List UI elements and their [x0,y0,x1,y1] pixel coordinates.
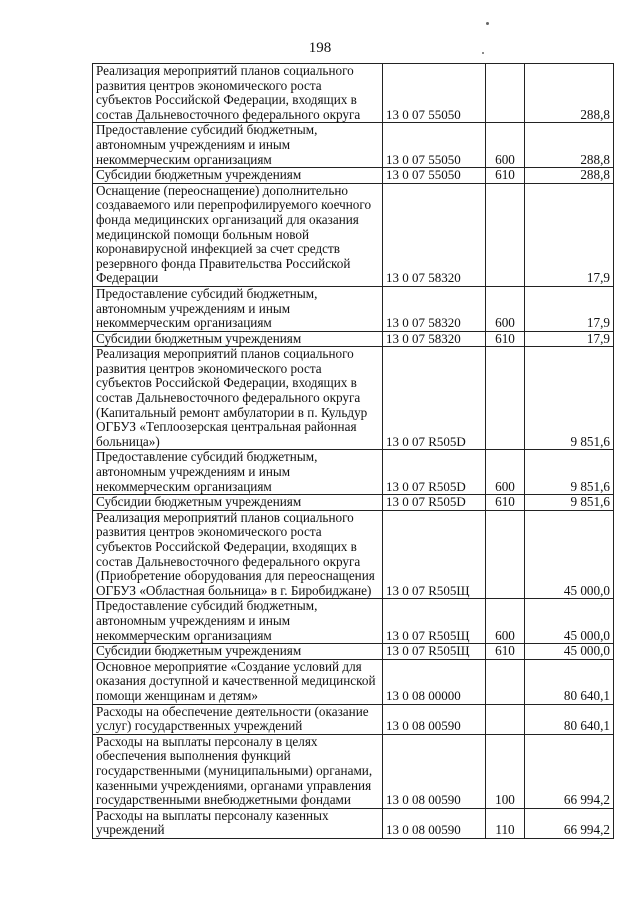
table-row [93,510,614,599]
row-expense-type: 610 [486,331,525,347]
row-sum: 288,8 [525,123,614,168]
row-code: 13 0 07 55050 [383,64,486,123]
row-sum: 80 640,1 [525,659,614,704]
table-row [93,495,614,511]
row-sum: 66 994,2 [525,808,614,838]
row-sum: 9 851,6 [525,347,614,450]
row-expense-type: 610 [486,644,525,660]
table-row [93,599,614,644]
row-code: 13 0 07 58320 [383,183,486,286]
row-sum: 9 851,6 [525,450,614,495]
row-name: Субсидии бюджетным учреждениям [93,495,383,511]
row-sum: 288,8 [525,168,614,184]
row-name: Субсидии бюджетным учреждениям [93,168,383,184]
row-expense-type: 610 [486,168,525,184]
row-code: 13 0 07 R505D [383,450,486,495]
row-code: 13 0 07 R505Щ [383,644,486,660]
table-row [93,183,614,286]
row-name: Расходы на выплаты персоналу казенных учреждений [93,808,383,838]
table-row [93,64,614,123]
row-code: 13 0 07 R505D [383,495,486,511]
row-sum: 17,9 [525,331,614,347]
budget-table [92,63,614,839]
table-row [93,331,614,347]
row-name: Предоставление субсидий бюджетным, автономным учреждениям и иным некоммерческим организациям [93,123,383,168]
row-code: 13 0 08 00000 [383,659,486,704]
row-expense-type [486,704,525,734]
row-sum: 17,9 [525,286,614,331]
row-expense-type [486,510,525,599]
row-sum: 45 000,0 [525,599,614,644]
table-row [93,286,614,331]
row-expense-type: 110 [486,808,525,838]
row-expense-type [486,659,525,704]
row-name: Оснащение (переоснащение) дополнительно создаваемого или перепрофилируемого коечного фонда медицинских организаций для оказания медицинской помощи больным новой коронавирусной инфекцией за счет средств резервного фонда Правительства Российской Федерации [93,183,383,286]
row-code: 13 0 08 00590 [383,808,486,838]
row-expense-type [486,183,525,286]
row-sum: 17,9 [525,183,614,286]
row-expense-type: 600 [486,599,525,644]
table-row [93,168,614,184]
row-expense-type: 600 [486,450,525,495]
table-row [93,123,614,168]
row-name: Предоставление субсидий бюджетным, автономным учреждениям и иным некоммерческим организациям [93,599,383,644]
row-name: Расходы на выплаты персоналу в целях обеспечения выполнения функций государственными (муниципальными) органами, казенными учреждениями, органами управления государственными внебюджетными фондами [93,734,383,808]
scan-speck [486,22,489,25]
row-expense-type: 600 [486,286,525,331]
table-row [93,347,614,450]
page-number: 198 [308,40,332,56]
row-code: 13 0 07 58320 [383,331,486,347]
row-sum: 66 994,2 [525,734,614,808]
table-row [93,450,614,495]
scan-speck [482,52,484,54]
row-sum: 9 851,6 [525,495,614,511]
row-name: Расходы на обеспечение деятельности (оказание услуг) государственных учреждений [93,704,383,734]
table-row [93,734,614,808]
row-sum: 288,8 [525,64,614,123]
row-code: 13 0 07 55050 [383,168,486,184]
row-expense-type: 600 [486,123,525,168]
row-expense-type [486,347,525,450]
row-code: 13 0 07 58320 [383,286,486,331]
table-row [93,704,614,734]
row-name: Предоставление субсидий бюджетным, автономным учреждениям и иным некоммерческим организациям [93,450,383,495]
row-code: 13 0 08 00590 [383,704,486,734]
row-name: Основное мероприятие «Создание условий для оказания доступной и качественной медицинской помощи женщинам и детям» [93,659,383,704]
row-name: Субсидии бюджетным учреждениям [93,331,383,347]
row-name: Реализация мероприятий планов социального развития центров экономического роста субъектов Российской Федерации, входящих в состав Дальневосточного федерального округа (Капитальный ремонт амбулатории в п. Кульдур ОГБУЗ «Теплоозерская центральная районная больница») [93,347,383,450]
row-sum: 45 000,0 [525,510,614,599]
table-row [93,808,614,838]
row-expense-type [486,64,525,123]
row-code: 13 0 07 55050 [383,123,486,168]
row-name: Предоставление субсидий бюджетным, автономным учреждениям и иным некоммерческим организациям [93,286,383,331]
row-code: 13 0 08 00590 [383,734,486,808]
row-expense-type: 610 [486,495,525,511]
table-row [93,644,614,660]
row-sum: 45 000,0 [525,644,614,660]
row-code: 13 0 07 R505Щ [383,599,486,644]
row-name: Реализация мероприятий планов социального развития центров экономического роста субъектов Российской Федерации, входящих в состав Дальневосточного федерального округа (Приобретение оборудования для переоснащения ОГБУЗ «Областная больница» в г. Биробиджане) [93,510,383,599]
row-expense-type: 100 [486,734,525,808]
table-row [93,659,614,704]
row-code: 13 0 07 R505D [383,347,486,450]
row-code: 13 0 07 R505Щ [383,510,486,599]
row-name: Реализация мероприятий планов социального развития центров экономического роста субъектов Российской Федерации, входящих в состав Дальневосточного федерального округа [93,64,383,123]
row-sum: 80 640,1 [525,704,614,734]
row-name: Субсидии бюджетным учреждениям [93,644,383,660]
